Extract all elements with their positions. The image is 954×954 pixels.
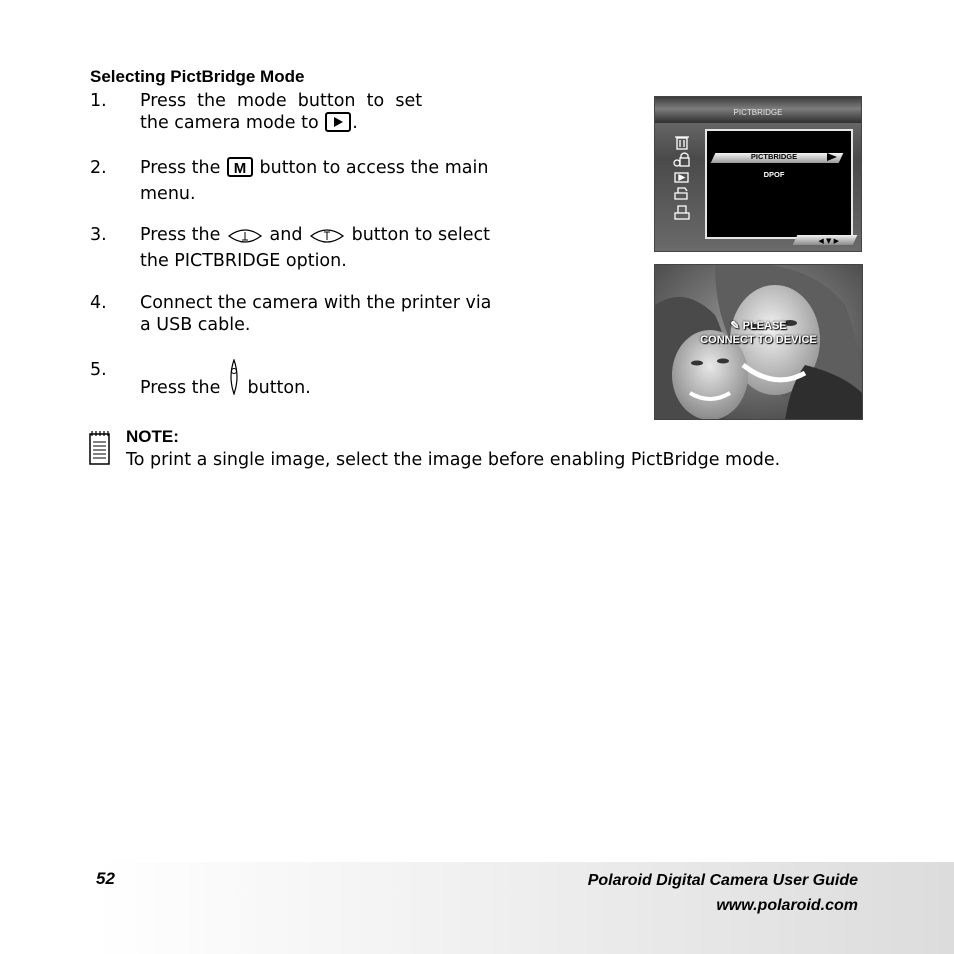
step-number: 5. [90, 360, 107, 380]
menu-side-icons [669, 133, 695, 233]
trash-icon [675, 137, 689, 149]
svg-text:M: M [233, 160, 247, 177]
menu-item-pictbridge: PICTBRIDGE [750, 152, 798, 161]
pictbridge-icon: ✎ [730, 320, 743, 332]
arrow-right-icon [825, 151, 839, 163]
nav-arrows-icon: ◀ ▼ ▶ [818, 237, 839, 245]
menu-list [705, 129, 853, 239]
section-heading: Selecting PictBridge Mode [90, 67, 305, 86]
dpof-icon [675, 173, 688, 182]
page-number: 52 [96, 869, 115, 888]
playback-mode-icon [325, 112, 351, 138]
step-text: Press the and button to select the PICTBRIDGE option. [140, 225, 491, 271]
step-text: Connect the camera with the printer via a USB cable. [140, 293, 492, 335]
step-text: Press the M button to access the main menu. [140, 158, 489, 204]
step-text: Press the mode button to set the camera mode to . [140, 90, 422, 138]
camera-menu-screenshot [654, 96, 862, 252]
step-number: 4. [90, 293, 107, 313]
up-button-icon [227, 228, 263, 250]
guide-title: Polaroid Digital Camera User Guide [587, 872, 858, 889]
notepad-icon [88, 430, 112, 470]
menu-title: PICTBRIDGE [733, 108, 783, 117]
menu-item-dpof: DPOF [763, 170, 785, 179]
connect-message: ✎ PLEASE CONNECT TO DEVICE [700, 320, 817, 346]
down-button-icon [309, 228, 345, 250]
step-text: Press the button. [140, 359, 311, 401]
setup-icon [675, 206, 689, 219]
step-number: 3. [90, 225, 107, 245]
note-title: NOTE: [126, 427, 179, 446]
step-number: 2. [90, 158, 107, 178]
camera-connect-screenshot [654, 264, 863, 420]
printer-icon [675, 188, 687, 199]
menu-title-bar [655, 97, 861, 123]
lock-icon [674, 153, 689, 166]
step-number: 1. [90, 91, 107, 111]
website-link[interactable]: www.polaroid.com [716, 897, 858, 914]
menu-button-icon [227, 157, 253, 183]
ok-button-icon [227, 359, 241, 401]
note-body: To print a single image, select the image before enabling PictBridge mode. [126, 450, 781, 470]
